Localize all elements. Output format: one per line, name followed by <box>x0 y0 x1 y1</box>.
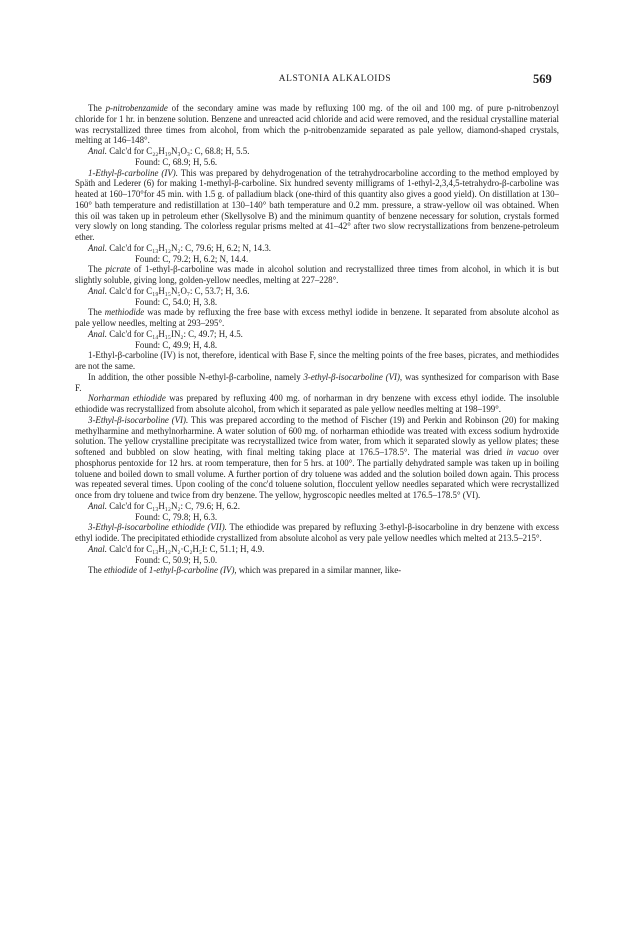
body-paragraph <box>75 372 559 394</box>
text-run: Found: C, 79.2; H, 6.2; N, 14.4. <box>135 253 249 264</box>
analysis-calculated <box>75 329 559 340</box>
text-run: 1-Ethyl-β-carboline (IV) is not, therefore, identical with Base F, since the melting points of the free bases, picrates, and methiodides are not the same. <box>75 350 559 371</box>
text-run: In addition, the other possible N-ethyl-β-carboline, namely <box>88 371 304 382</box>
analysis-found <box>75 254 559 265</box>
text-run: was synthesized for comparison with Base F. <box>75 371 559 393</box>
analysis-found <box>75 512 559 523</box>
text-run: was prepared by refluxing 400 mg. of norharman in dry benzene with excess ethyl iodide. The insoluble ethiodide was recrystallized from absolute alcohol, from which it separated as pale yellow needles melting at 198–199°. <box>75 393 559 414</box>
italic-text: Anal. <box>88 285 107 296</box>
analysis-calculated <box>75 544 559 555</box>
italic-text: 3-Ethyl-β-isocarboline ethiodide (VII). <box>88 522 227 533</box>
text-run: Calc'd for C₁₉H₁₅N₅O₇: C, 53.7; H, 3.6. <box>106 285 250 296</box>
analysis-found <box>75 555 559 566</box>
italic-text: p-nitrobenzamide <box>105 103 168 113</box>
text-run: Found: C, 68.9; H, 5.6. <box>135 156 218 167</box>
text-run: over phosphorus pentoxide for 12 hrs. at room temperature, then for 5 hrs. at 100°. The partially dehydrated sample was taken up in boiling toluene and boiled down to small volume. A further portion of dry toluene was added and the solution boiled down again. This process was repeated several times. Upon cooling of the conc'd toluene solution, flocculent yellow needles separated which were recrystallized once from dry toluene and twice from dry benzene. The yellow, hygroscopic needles melted at 176.5–178.5° (VI). <box>75 447 559 500</box>
italic-text: Norharman ethiodide <box>88 393 166 404</box>
analysis-calculated <box>75 243 559 254</box>
italic-text: Anal. <box>88 328 107 339</box>
body-paragraph <box>75 264 559 286</box>
text-run: of 1-ethyl-β-carboline was made in alcohol solution and recrystallized three times from alcohol, in which it is but slightly soluble, giving long, golden-yellow needles, melting at 227–228°. <box>75 264 559 285</box>
body-paragraph <box>75 307 559 329</box>
page-number: 569 <box>533 72 552 86</box>
italic-text: Anal. <box>88 500 107 511</box>
analysis-calculated <box>75 286 559 297</box>
text-run: Calc'd for C₁₄H₁₅IN₂: C, 49.7; H, 4.5. <box>106 328 243 339</box>
text-run: of the secondary amine was made by refluxing 100 mg. of the oil and 100 mg. of pure p-nitrobenzoyl chloride for 1 hr. in benzene solution. Benzene and unreacted acid chloride and acid were removed, and the residual crystalline material was recrystallized three times from alcohol, from which the p-nitrobenzamide separated as pale yellow, diamond-shaped crystals, melting at 146–148°. <box>75 103 559 146</box>
italic-text: Anal. <box>88 146 107 156</box>
body-paragraph <box>75 415 559 501</box>
analysis-calculated <box>75 146 559 157</box>
italic-text: Anal. <box>88 543 107 554</box>
body-paragraph <box>75 168 559 243</box>
running-title: ALSTONIA ALKALOIDS <box>278 74 392 84</box>
body-paragraph <box>75 565 559 576</box>
italic-text: in vacuo <box>506 447 539 457</box>
text-run: The <box>88 307 105 318</box>
italic-text: ethiodide <box>104 565 138 576</box>
text-run: The ethiodide was prepared by refluxing 3-ethyl-β-isocarboline in dry benzene with excess ethyl iodide. The precipitated ethiodide crystallized from absolute alcohol as very pale yellow needles which melted at 213.5–215°. <box>75 522 559 543</box>
analysis-found <box>75 297 559 308</box>
text-run: Calc'd for C₁₃H₁₂N₂: C, 79.6; H, 6.2; N, 14.3. <box>106 242 271 253</box>
text-run: Found: C, 54.0; H, 3.8. <box>135 296 218 307</box>
text-run: This was prepared by dehydrogenation of the tetrahydrocarboline according to the method employed by Späth and Lederer (6) for making 1-methyl-β-carboline. Six hundred seventy milligrams of 1-ethyl-2,3,4,5-tetrahydro-β-carboline was heated at 160–170°for 45 min. with 1.5 g. of palladium black (one-third of this quantity also gives a good yield). On distillation at 130–160° bath temperature and redistillation at 130–140° bath temperature and 0.2 mm. pressure, a straw-yellow oil was obtained. When this oil was taken up in petroleum ether (Skellysolve B) and the minimum quantity of benzene necessary for solution, crystals formed very slowly on long standing. The colorless regular prisms melted at 41–42° after two slow recrystallizations from benzene-petroleum ether. <box>75 167 559 242</box>
text-run: was made by refluxing the free base with excess methyl iodide in benzene. It separated from absolute alcohol as pale yellow needles, melting at 293–295°. <box>75 307 559 328</box>
text-run: The <box>88 264 106 275</box>
italic-text: 1-Ethyl-β-carboline (IV). <box>88 167 178 178</box>
analysis-found <box>75 157 559 168</box>
text-run: Found: C, 50.9; H, 5.0. <box>135 554 218 565</box>
text-run: Calc'd for C₂₂H₁₉N₃O₃: C, 68.8; H, 5.5. <box>106 146 250 156</box>
text-run: which was prepared in a similar manner, like- <box>236 565 402 576</box>
body-paragraph <box>75 103 559 146</box>
italic-text: Anal. <box>88 242 107 253</box>
text-run: Found: C, 49.9; H, 4.8. <box>135 339 218 350</box>
body-paragraph <box>75 350 559 372</box>
analysis-found <box>75 340 559 351</box>
body-paragraph <box>75 522 559 544</box>
italic-text: methiodide <box>104 307 145 318</box>
text-run: Calc'd for C₁₃H₁₂N₂·C₂H₅I: C, 51.1; H, 4.9. <box>106 543 265 554</box>
text-run: Calc'd for C₁₃H₁₂N₂: C, 79.6; H, 6.2. <box>106 500 240 511</box>
italic-text: 3-ethyl-β-isocarboline (VI), <box>303 371 403 382</box>
article-body <box>75 103 559 576</box>
italic-text: 3-Ethyl-β-isocarboline (VI). <box>88 414 189 425</box>
text-run: The <box>88 103 106 113</box>
text-run: of <box>137 565 149 576</box>
italic-text: picrate <box>105 264 131 275</box>
running-header <box>0 74 629 90</box>
body-paragraph <box>75 393 559 415</box>
italic-text: 1-ethyl-β-carboline (IV), <box>148 565 237 576</box>
text-run: This was prepared according to the method of Fischer (19) and Perkin and Robinson (20) for making methylharmine and methylnorharmine. A water solution of 600 mg. of norharman ethiodide was treated with excess sodium hydroxide solution. The yellow crystalline precipitate was recrystallized twice from water, from which it separated slowly as yellow plates; these softened and bubbled on slow heating, with final melting taking place at 176.5–178.5°. The material was dried <box>75 414 559 457</box>
analysis-calculated <box>75 501 559 512</box>
text-run: The <box>88 565 105 576</box>
text-run: Found: C, 79.8; H, 6.3. <box>135 511 218 522</box>
